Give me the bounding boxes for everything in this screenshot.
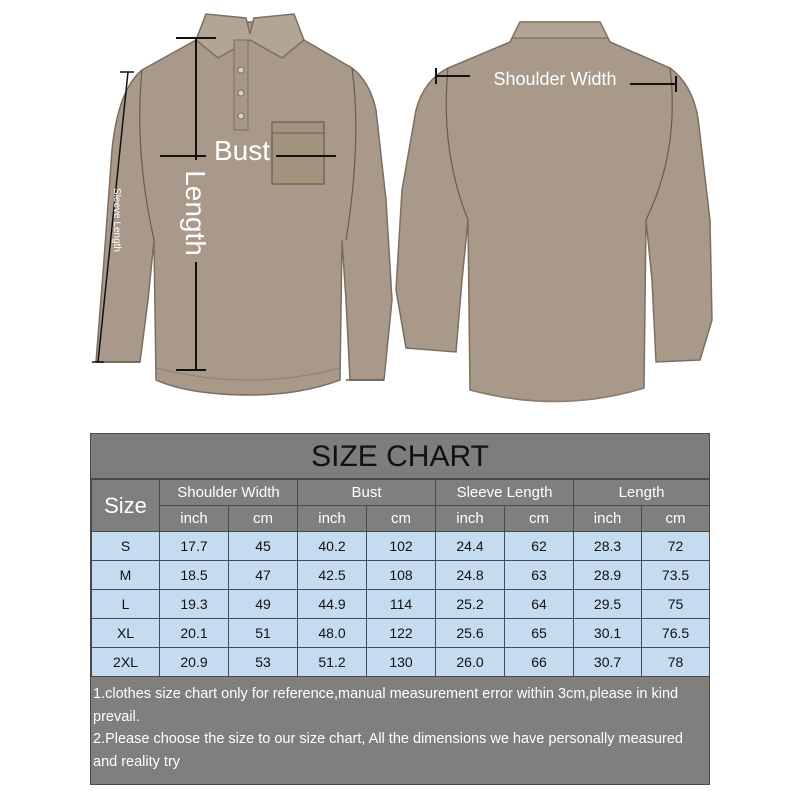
- value-cell: 66: [505, 648, 574, 677]
- value-cell: 30.7: [574, 648, 642, 677]
- value-cell: 108: [367, 561, 436, 590]
- size-table: [91, 479, 710, 677]
- note-text: 2.Please choose the size to our size chart, All the dimensions we have personally measured and reality try: [93, 731, 683, 770]
- table-row: [92, 590, 710, 619]
- note-text: 1.clothes size chart only for reference,manual measurement error within 3cm,please in kind prevail.: [93, 686, 679, 725]
- group-header: Sleeve Length: [436, 480, 574, 506]
- value-cell: 29.5: [574, 590, 642, 619]
- value-cell: 24.8: [436, 561, 505, 590]
- size-chart-notes: [91, 677, 709, 773]
- value-cell: 20.1: [160, 619, 229, 648]
- value-cell: 130: [367, 648, 436, 677]
- size-column-header: Size: [92, 480, 160, 532]
- value-cell: 75: [642, 590, 710, 619]
- group-header: Bust: [298, 480, 436, 506]
- unit-header: inch: [436, 506, 505, 532]
- table-row: [92, 532, 710, 561]
- sleeve-length-label: Sleeve Length: [111, 188, 122, 252]
- value-cell: 24.4: [436, 532, 505, 561]
- value-cell: 114: [367, 590, 436, 619]
- table-row: [92, 648, 710, 677]
- value-cell: 122: [367, 619, 436, 648]
- value-cell: 65: [505, 619, 574, 648]
- value-cell: 42.5: [298, 561, 367, 590]
- table-row: [92, 561, 710, 590]
- value-cell: 30.1: [574, 619, 642, 648]
- value-cell: 28.3: [574, 532, 642, 561]
- size-chart-title: SIZE CHART: [91, 434, 709, 479]
- size-cell: M: [92, 561, 160, 590]
- value-cell: 18.5: [160, 561, 229, 590]
- unit-header: inch: [160, 506, 229, 532]
- value-cell: 40.2: [298, 532, 367, 561]
- unit-header: inch: [298, 506, 367, 532]
- length-label: Length: [180, 170, 211, 256]
- unit-header-row: [92, 506, 710, 532]
- value-cell: 53: [229, 648, 298, 677]
- value-cell: 19.3: [160, 590, 229, 619]
- value-cell: 51: [229, 619, 298, 648]
- value-cell: 73.5: [642, 561, 710, 590]
- unit-header: cm: [229, 506, 298, 532]
- unit-header: cm: [505, 506, 574, 532]
- front-pocket: [272, 122, 324, 184]
- value-cell: 51.2: [298, 648, 367, 677]
- value-cell: 72: [642, 532, 710, 561]
- value-cell: 17.7: [160, 532, 229, 561]
- value-cell: 44.9: [298, 590, 367, 619]
- value-cell: 20.9: [160, 648, 229, 677]
- bust-label: Bust: [213, 135, 271, 166]
- group-header: Length: [574, 480, 710, 506]
- unit-header: inch: [574, 506, 642, 532]
- group-header: Shoulder Width: [160, 480, 298, 506]
- value-cell: 64: [505, 590, 574, 619]
- value-cell: 63: [505, 561, 574, 590]
- size-cell: S: [92, 532, 160, 561]
- value-cell: 62: [505, 532, 574, 561]
- size-cell: L: [92, 590, 160, 619]
- value-cell: 78: [642, 648, 710, 677]
- unit-header: cm: [642, 506, 710, 532]
- group-header-row: [92, 480, 710, 506]
- value-cell: 48.0: [298, 619, 367, 648]
- table-row: [92, 619, 710, 648]
- size-cell: 2XL: [92, 648, 160, 677]
- value-cell: 76.5: [642, 619, 710, 648]
- value-cell: 25.2: [436, 590, 505, 619]
- value-cell: 47: [229, 561, 298, 590]
- unit-header: cm: [367, 506, 436, 532]
- size-cell: XL: [92, 619, 160, 648]
- value-cell: 26.0: [436, 648, 505, 677]
- shoulder-width-label: Shoulder Width: [493, 69, 617, 89]
- value-cell: 49: [229, 590, 298, 619]
- value-cell: 28.9: [574, 561, 642, 590]
- value-cell: 25.6: [436, 619, 505, 648]
- size-chart: [90, 433, 710, 785]
- value-cell: 102: [367, 532, 436, 561]
- value-cell: 45: [229, 532, 298, 561]
- front-shirt-image: [96, 14, 392, 395]
